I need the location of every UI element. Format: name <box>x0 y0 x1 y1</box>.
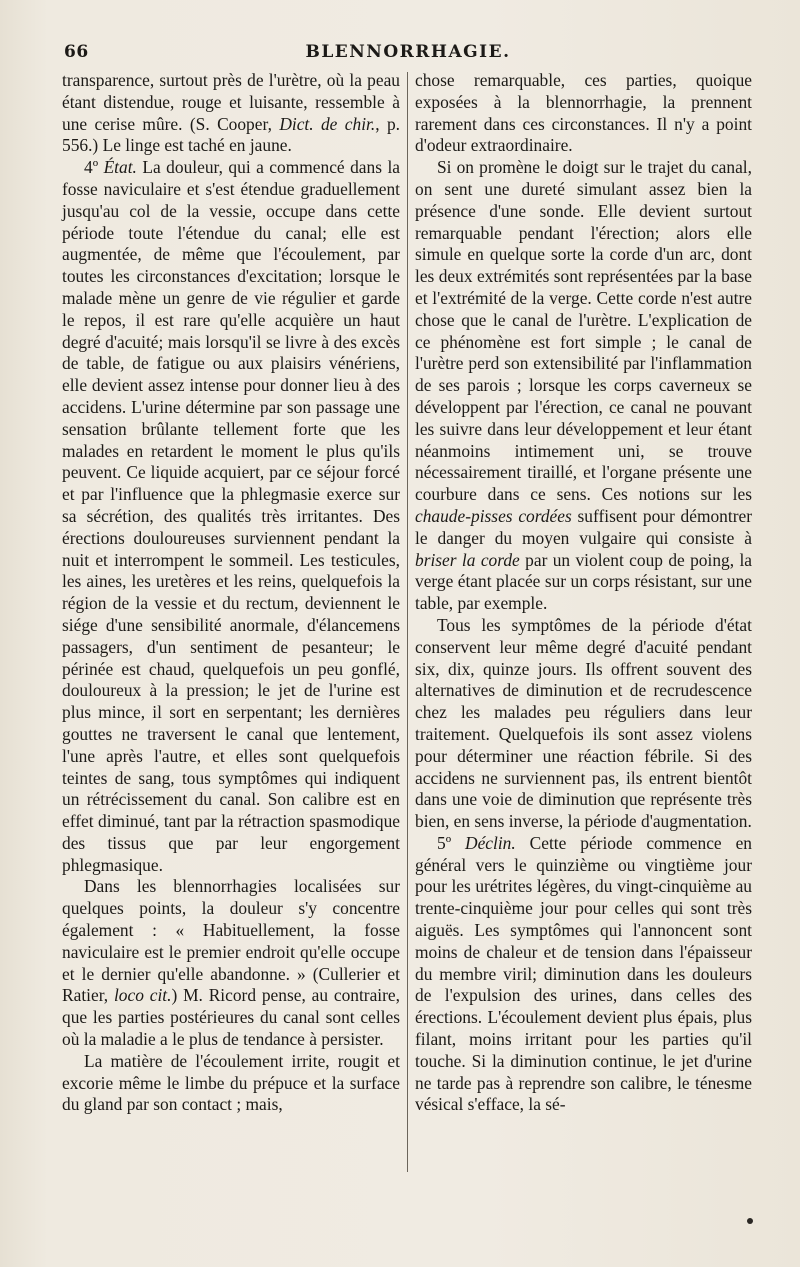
left-column <box>62 70 400 1175</box>
text-run: La matière de l'écoulement irrite, rougit et excorie même le limbe du prépuce et la surface du gland par son contact ; mais, <box>62 1050 400 1115</box>
paragraph-matiere <box>62 1051 400 1116</box>
right-column <box>415 70 752 1175</box>
paragraph-etat <box>62 157 400 876</box>
section-heading-etat: État. <box>103 157 137 178</box>
paragraph-continuation <box>62 70 400 157</box>
text-run: Dans les blennorrhagies localisées sur quelques points, la douleur s'y concentre également : « Habituellement, la fosse naviculaire est le premier endroit qu'elle occupe et le dernier qu'elle abandonne. » (Cullerier et Ratier, <box>62 876 400 1006</box>
ink-dot-mark <box>747 1218 753 1224</box>
citation-italic: Dict. de chir. <box>279 113 376 134</box>
section-heading-declin: Déclin. <box>465 832 516 853</box>
paragraph-doigt <box>415 157 752 615</box>
text-run: Tous les symptômes de la période d'état conservent leur même degré d'acuité pendant six, dix, quinze jours. Ils offrent souvent des alternatives de diminution et de recrudescence chez les malades peu réguliers dans leur traitement. Quelquefois ils sont assez violens pour déterminer une réaction fébrile. Si des accidens ne surviennent pas, ils entrent bientôt dans une voie de diminution que représente très bien, en sens inverse, la période d'augmentation. <box>415 614 752 832</box>
text-run: Cette période commence en général vers le quinzième ou vingtième jour pour les urétrites légères, du vingt-cinquième au trente-cinquième jour pour celles qui sont très aiguës. Les symptômes qui l'annoncent sont moins de chaleur et de tension dans l'épaisseur du membre viril; diminution dans les douleurs de l'expulsion des urines, dans celles des érections. L'écoulement devient plus épais, plus filant, moins irritant pour les parties qu'il touche. Si la diminution continue, le jet d'urine ne tarde pas à reprendre son calibre, le ténesme vésical s'efface, la sé- <box>415 832 752 1115</box>
text-run: par un violent coup de poing, la verge étant placée sur un corps résistant, sur une table, par exemple. <box>415 549 752 614</box>
section-number: 4º <box>84 157 104 178</box>
text-run: La douleur, qui a commencé dans la fosse naviculaire et s'est étendue graduellement jusqu'au col de la vessie, occupe dans cette période toute l'étendue du canal; elle est augmentée, de même que l'écoulement, par toutes les circonstances d'excitation; lorsque le malade mène un genre de vie régulier et garde le repos, il est rare qu'elle acquière un haut degré d'acuité; mais lorsqu'il se livre à des excès de table, de fatigue ou aux plaisirs vénériens, elle devient assez intense pour donner lieu à des accidens. L'urine détermine par son passage une sensation brûlante tellement forte que les malades en retardent le moment le plus qu'ils peuvent. Ce liquide acquiert, par ce séjour forcé et par l'influence que la phlegmasie exerce sur sa sécrétion, des qualités très irritantes. Des érections douloureuses surviennent pendant la nuit et interrompent le sommeil. Les testicules, les aines, les uretères et les reins, quelquefois la région de la vessie et du rectum, deviennent le siége d'une sensibilité anormale, d'élancemens passagers, d'un sentiment de pesanteur; le périnée est chaud, quelquefois un peu gonflé, douloureux à la pression; le jet de l'urine est plus mince, il sort en serpentant; les dernières gouttes ne traversent le canal que lentement, l'une après l'autre, et elles sont quelquefois teintes de sang, tous symptômes qui indiquent un rétrécissement du canal. Son calibre est en effet diminué, tant par la rétraction spasmodique des tissus que par leur engorgement phlegmasique. <box>62 157 400 875</box>
text-run: , p. 556.) Le linge est taché en jaune. <box>62 113 400 156</box>
running-title: BLENNORRHAGIE. <box>305 42 511 62</box>
paragraph-declin <box>415 833 752 1116</box>
text-run: ) M. Ricord pense, au contraire, que les parties postérieures du canal sont celles où la maladie a le plus de tendance à persister. <box>62 985 400 1050</box>
paragraph-symptomes <box>415 615 752 833</box>
page-number: 66 <box>64 42 89 62</box>
column-divider <box>407 72 408 1172</box>
paragraph-continuation <box>415 70 752 157</box>
text-run: transparence, surtout près de l'urètre, où la peau étant distendue, rouge et luisante, ressemble à une cerise mûre. (S. Cooper, <box>62 70 400 134</box>
paragraph-localisees <box>62 876 400 1050</box>
text-run: Si on promène le doigt sur le trajet du canal, on sent une dureté simulant assez bien la présence d'une sonde. Elle devient surtout remarquable pendant l'érection; alors elle simule en quelque sorte la corde d'un arc, dont les deux extrémités sont représentées par la base et l'extrémité de la verge. Cette corde n'est autre chose que le canal de l'urètre. L'explication de ce phénomène est fort simple ; le canal de l'urètre perd son extensibilité par l'inflammation de ses parois ; lorsque les corps caverneux se développent par l'érection, ce canal ne pouvant les suivre dans leur développement et leur étant néanmoins intimement uni, se trouve nécessairement tiraillé, et l'organe présente une courbure dans ce sens. Ces notions sur les <box>415 157 752 505</box>
page-header <box>64 42 752 68</box>
citation-italic: loco cit. <box>113 985 172 1006</box>
text-run: chose remarquable, ces parties, quoique exposées à la blennorrhagie, la prennent rarement dans ces circonstances. Il n'y a point d'odeur extraordinaire. <box>415 70 752 156</box>
section-number: 5º <box>437 832 466 853</box>
term-italic: chaude-pisses cordées <box>415 505 572 526</box>
term-italic: briser la corde <box>415 549 520 570</box>
text-run: suffisent pour démontrer le danger du moyen vulgaire qui consiste à <box>415 505 752 548</box>
